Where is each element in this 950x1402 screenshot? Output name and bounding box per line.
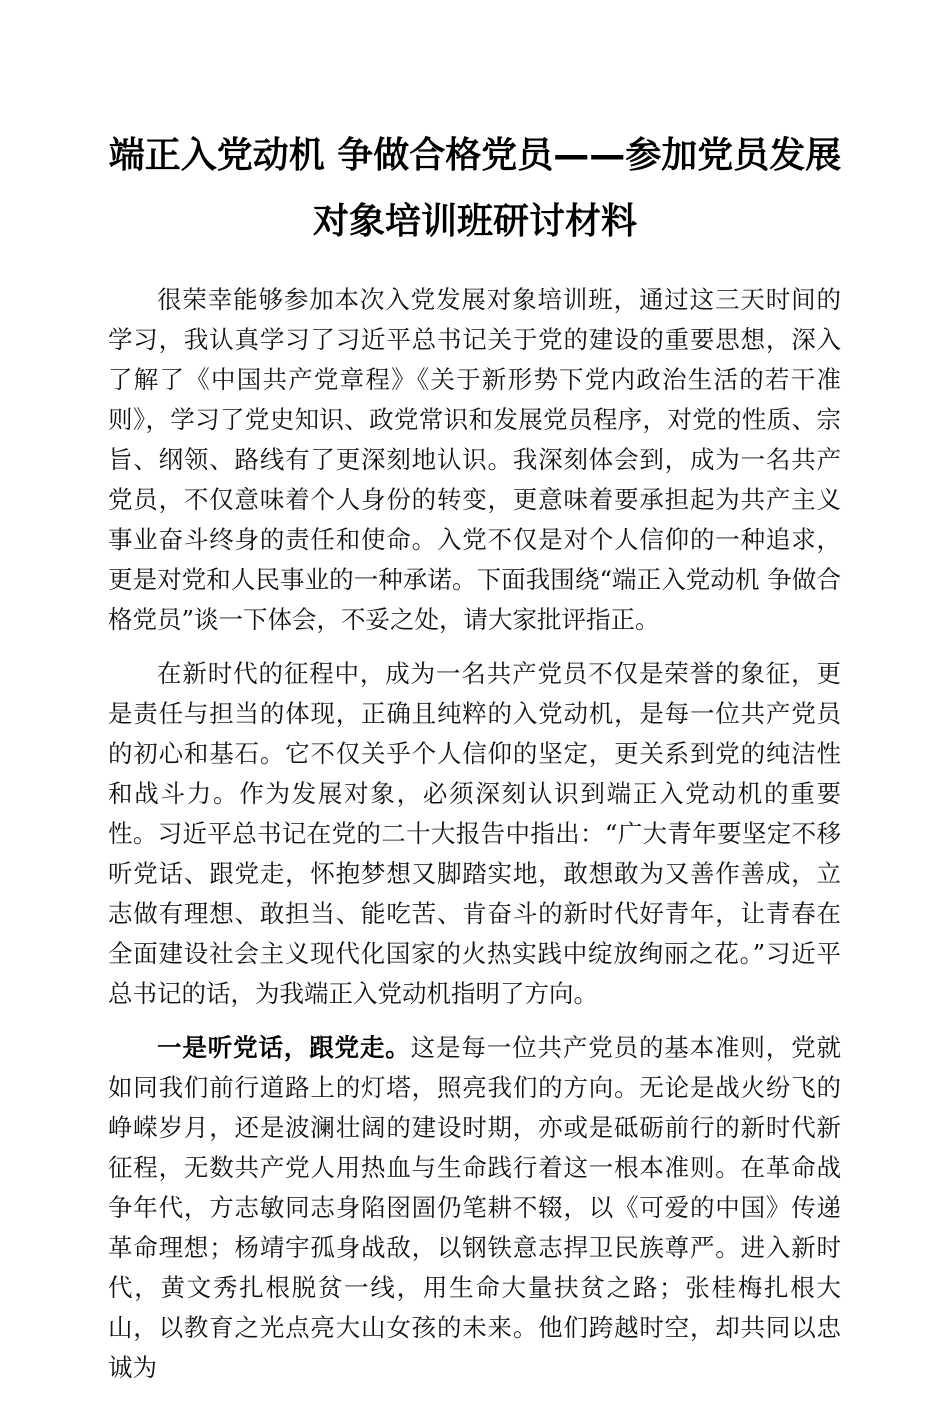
paragraph-3-lead-heading: 一是听党话，跟党走。 [157, 1033, 411, 1062]
paragraph-1 [108, 280, 841, 640]
document-title-line-2: 对象培训班研讨材料 [312, 201, 637, 242]
paragraph-2 [108, 654, 841, 1014]
document-title-line-1: 端正入党动机 争做合格党员——参加党员发展 [108, 135, 842, 176]
paragraph-2-text: 在新时代的征程中，成为一名共产党员不仅是荣誉的象征，更是责任与担当的体现，正确且纯粹的入党动机，是每一位共产党员的初心和基石。它不仅关乎个人信仰的坚定，更关系到党的纯洁性和战斗力。作为发展对象，必须深刻认识到端正入党动机的重要性。习近平总书记在党的二十大报告中指出：“广大青年要坚定不移听党话、跟党走，怀抱梦想又脚踏实地，敢想敢为又善作善成，立志做有理想、敢担当、能吃苦、肯奋斗的新时代好青年，让青春在全面建设社会主义现代化国家的火热实践中绽放绚丽之花。”习近平总书记的话，为我端正入党动机指明了方向。 [108, 659, 841, 1008]
paragraph-3 [108, 1028, 841, 1388]
paragraph-1-text: 很荣幸能够参加本次入党发展对象培训班，通过这三天时间的学习，我认真学习了习近平总书记关于党的建设的重要思想，深入了解了《中国共产党章程》《关于新形势下党内政治生活的若干准则》，学习了党史知识、政党常识和发展党员程序，对党的性质、宗旨、纲领、路线有了更深刻地认识。我深刻体会到，成为一名共产党员，不仅意味着个人身份的转变，更意味着要承担起为共产主义事业奋斗终身的责任和使命。入党不仅是对个人信仰的一种追求，更是对党和人民事业的一种承诺。下面我围绕“端正入党动机 争做合格党员”谈一下体会，不妥之处，请大家批评指正。 [108, 285, 841, 634]
paragraph-3-text: 这是每一位共产党员的基本准则，党就如同我们前行道路上的灯塔，照亮我们的方向。无论是战火纷飞的峥嵘岁月，还是波澜壮阔的建设时期，亦或是砥砺前行的新时代新征程，无数共产党人用热血与生命践行着这一根本准则。在革命战争年代，方志敏同志身陷囹圄仍笔耕不辍，以《可爱的中国》传递革命理想；杨靖宇孤身战敌，以钢铁意志捍卫民族尊严。进入新时代，黄文秀扎根脱贫一线，用生命大量扶贫之路；张桂梅扎根大山，以教育之光点亮大山女孩的未来。他们跨越时空，却共同以忠诚为 [108, 1033, 842, 1382]
document-body [108, 280, 841, 1402]
